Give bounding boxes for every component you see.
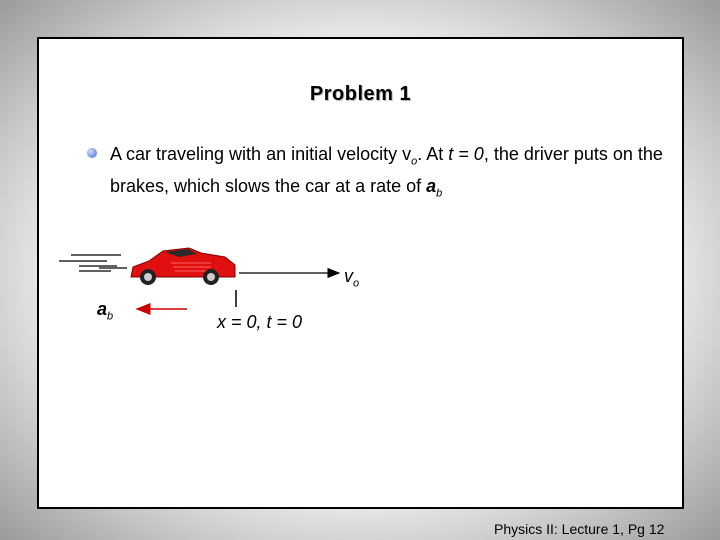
- bullet-text-part3: , the driver puts on the brakes, which slows the car at a rate of: [110, 144, 663, 196]
- bullet-a: a: [426, 175, 437, 196]
- slide-footer: Physics II: Lecture 1, Pg 12: [494, 521, 665, 537]
- bullet-sub-o: o: [411, 155, 418, 168]
- bullet-sub-b: b: [436, 187, 443, 200]
- slide: [37, 37, 684, 537]
- bullet-text-part2: . At: [417, 144, 449, 164]
- bullet-text-part1: A car traveling with an initial velocity v: [110, 144, 412, 164]
- car-diagram: [39, 39, 682, 507]
- bullet-t-equals: t = 0: [448, 144, 484, 164]
- velocity-label: $v_o$: [344, 266, 360, 290]
- red-sports-car-icon: [131, 248, 235, 285]
- acceleration-label: $a_b$: [97, 299, 114, 323]
- slide-title: Problem 1: [309, 83, 412, 105]
- position-label: x = 0, t = 0: [217, 312, 303, 332]
- speed-lines: [59, 255, 127, 271]
